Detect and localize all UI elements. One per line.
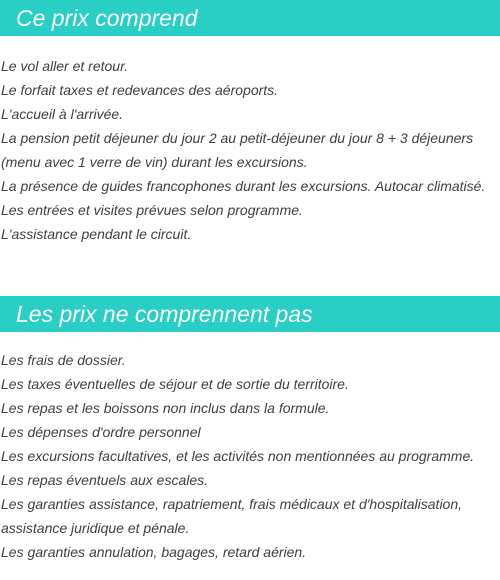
list-item: Les frais de dossier. <box>1 352 126 368</box>
list-item: Les repas et les boissons non inclus dans la formule. <box>1 400 330 416</box>
section-title-includes: Ce prix comprend <box>0 0 500 36</box>
list-item: La présence de guides francophones durant les excursions. Autocar climatisé. <box>1 178 486 194</box>
list-item: Les garanties annulation, bagages, retard aérien. <box>1 544 307 560</box>
list-item: Les excursions facultatives, et les activités non mentionnées au programme. <box>1 448 475 464</box>
excludes-list <box>0 348 500 564</box>
list-item: Les dépenses d'ordre personnel <box>1 424 201 440</box>
list-item: Le forfait taxes et redevances des aéroports. <box>1 82 279 98</box>
list-item: L'assistance pendant le circuit. <box>1 226 192 242</box>
list-item: Les entrées et visites prévues selon programme. <box>1 202 303 218</box>
list-item: L'accueil à l'arrivée. <box>1 106 124 122</box>
list-item: Les taxes éventuelles de séjour et de sortie du territoire. <box>1 376 349 392</box>
includes-list <box>0 54 500 246</box>
section-title-excludes: Les prix ne comprennent pas <box>0 296 500 332</box>
list-item: Les repas éventuels aux escales. <box>1 472 209 488</box>
list-item: Les garanties assistance, rapatriement, frais médicaux et d'hospitalisation, assistance juridique et pénale. <box>1 496 463 536</box>
list-item: Le vol aller et retour. <box>1 58 129 74</box>
list-item: La pension petit déjeuner du jour 2 au petit-déjeuner du jour 8 + 3 déjeuners (menu avec 1 verre de vin) durant les excursions. <box>1 130 474 170</box>
